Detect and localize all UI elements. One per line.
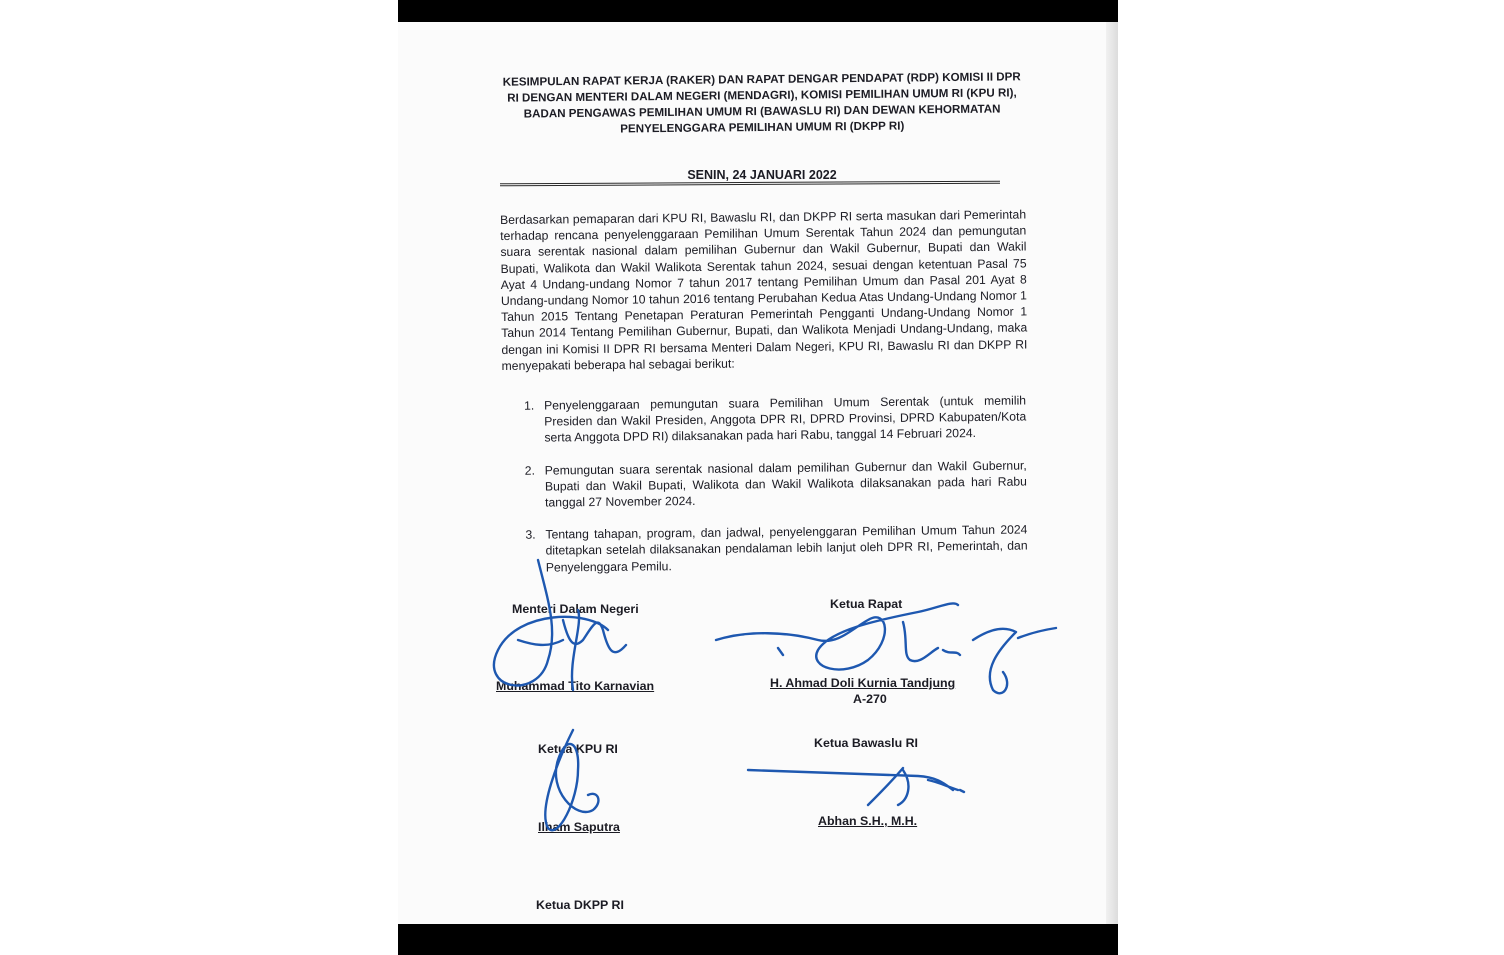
list-item [500,392,1026,446]
list-item [501,522,1027,576]
member-number: A-270 [853,692,887,706]
signature-role-bawaslu: Ketua Bawaslu RI [814,736,918,750]
page-edge-shadow [1106,22,1118,924]
signature-role-ketua-rapat: Ketua Rapat [830,597,903,611]
item-text: Pemungutan suara serentak nasional dalam pemilihan Gubernur dan Wakil Gubernur, Bupati dan Wakil Bupati, Walikota dan Wakil Walikota dilaksanakan pada hari Rabu tanggal 27 November 2024. [544,458,1027,510]
signature-name-mendagri: Muhammad Tito Karnavian [496,679,655,693]
item-number: 2. [524,463,536,478]
agreement-list [500,392,1028,591]
item-text: Penyelenggaraan pemungutan suara Pemilihan Umum Serentak (untuk memilih Presiden dan Wakil Presiden, Anggota DPR RI, DPRD Provinsi, DPRD Kabupaten/Kota serta Anggota DPD RI) dilaksanakan pada hari Rabu, tanggal 14 Februari 2024. [544,393,1027,445]
signature-role-dkpp: Ketua DKPP RI [536,898,624,912]
intro-paragraph: Berdasarkan pemaparan dari KPU RI, Bawaslu RI, dan DKPP RI serta masukan dari Pemerintah terhadap rencana penyelenggaraan Pemilihan Umum Serentak Tahun 2024 dan pemungutan suara serentak nasional dalam pemilihan Gubernur dan Wakil Gubernur, Bupati dan Wakil Bupati, Walikota dan Wakil Walikota Serentak tahun 2024, sesuai dengan ketentuan Pasal 75 Ayat 4 Undang-undang Nomor 7 tahun 2017 tentang Pemilihan Umum dan Pasal 201 Ayat 8 Undang-undang Nomor 10 tahun 2016 tentang Perubahan Kedua Atas Undang-Undang Nomor 1 Tahun 2015 Tentang Penetapan Peraturan Pemerintah Pengganti Undang-Undang Nomor 1 Tahun 2014 Tentang Pemilihan Gubernur, Bupati, dan Walikota Menjadi Undang-Undang, maka dengan ini Komisi II DPR RI bersama Menteri Dalam Negeri, KPU RI, Bawaslu RI dan DKPP RI menyepakati beberapa hal sebagai berikut: [500,207,1028,373]
signature-name-bawaslu: Abhan S.H., M.H. [818,814,918,828]
signature-role-kpu: Ketua KPU RI [538,742,618,756]
document-page [398,22,1108,924]
document-photo [398,0,1118,955]
item-number: 3. [525,527,536,542]
signature-name-kpu: Ilham Saputra [538,820,620,834]
document-date: SENIN, 24 JANUARI 2022 [687,168,837,182]
item-text: Tentang tahapan, program, dan jadwal, penyelenggaran Pemilihan Umum Tahun 2024 ditetapkan setelah dilaksanakan pendalaman lebih lanjut oleh DPR RI, Pemerintah, dan Penyelenggara Pemilu. [545,522,1028,575]
document-title: KESIMPULAN RAPAT KERJA (RAKER) DAN RAPAT DENGAR PENDAPAT (RDP) KOMISI II DPR RI DENGAN MENTERI DALAM NEGERI (MENDAGRI), KOMISI PEMILIHAN UMUM RI (KPU RI), BADAN PENGAWAS PEMILIHAN UMUM RI (BAWASLU RI) DAN DEWAN KEHORMATAN PENYELENGGARA PEMILIHAN UMUM RI (DKPP RI) [502,70,1021,136]
item-number: 1. [524,398,535,413]
signature-name-ketua-rapat: H. Ahmad Doli Kurnia Tandjung [770,676,956,690]
signature-role-mendagri: Menteri Dalam Negeri [512,602,639,616]
list-item [501,457,1027,511]
